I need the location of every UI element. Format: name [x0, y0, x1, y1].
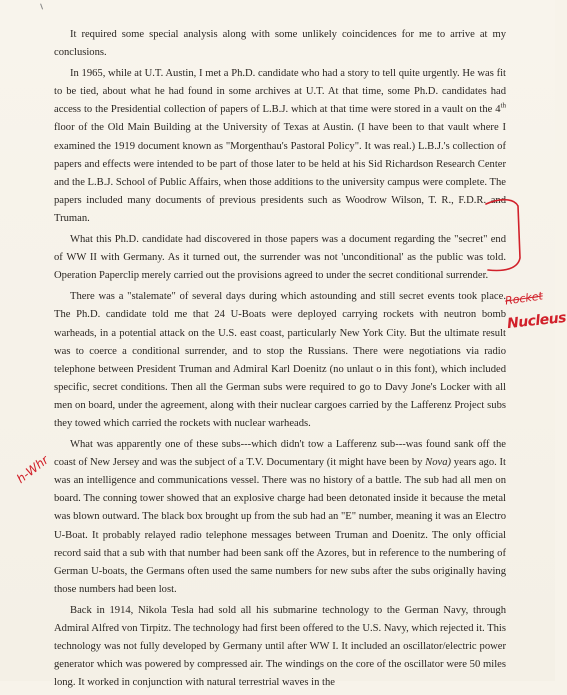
- documentary-title: Nova): [425, 457, 452, 469]
- paragraph-ut-austin-part2: floor of the Old Main Building at the University of Texas at Austin. (I have been to that vault where I examined the 1919 document known as "Morgenthau's Pastoral Policy". It was real.) L.B.J.'s collection of papers and effects were intended to be part of those later to be held at his Sid Richardson Research Center and the L.B.J. School of Public Affairs, when those additions to the university campus were complete. The papers included many documents of previous presidents such as Woodrow Wilson, T. R., F.D.R. and Truman.: [54, 122, 506, 224]
- struck-annotation: Rocket: [504, 289, 544, 308]
- paragraph-ut-austin: [54, 65, 506, 228]
- paragraph-new-jersey-sub-part2: years ago. It was an intelligence and communications vessel. There was no history of a battle. The sub had all men on board. The conning tower showed that an explosive charge had been detonated inside it because the metal was blown outward. The black box brought up from the sub had an "E" number, meaning it was an Electro U-Boat. It probably relayed radio telephone messages between Truman and Doenitz. The only official record said that a sub with that number had been sank off the Azores, but in reference to the numbering of German U-boats, the Germans often used the same numbers for new subs after the subs originally having those numbers had been lost.: [54, 457, 506, 595]
- margin-annotation: h-Whr: [14, 452, 52, 487]
- paragraph-ut-austin-part1: In 1965, while at U.T. Austin, I met a Ph.D. candidate who had a story to tell quite urgently. He was fit to be tied, about what he had found in some archives at U.T. At that time, some Ph.D. candidates had access to the Presidential collection of papers of L.B.J. which at that time were stored in a vault on the 4: [54, 68, 506, 116]
- paragraph-intro: It required some special analysis along with some unlikely coincidences for me to arrive at my conclusions.: [54, 29, 506, 59]
- paragraph-new-jersey-sub-part1: What was apparently one of these subs---which didn't tow a Lafferenz sub---was found sank off the coast of New Jersey and was the subject of a T.V. Documentary (it might have been by: [54, 439, 506, 469]
- inserted-annotation: Nucleus: [506, 309, 567, 333]
- paragraph-new-jersey-sub: [54, 436, 506, 599]
- paragraph-secret-end: What this Ph.D. candidate had discovered in those papers was a document regarding the "secret" end of WW II with Germany. As it turned out, the surrender was not 'unconditional' as the public was told. Operation Paperclip merely carried out the provisions agreed to under the secret conditional surrender.: [54, 234, 506, 282]
- red-bracket-annotation: [484, 196, 524, 276]
- document-body: [54, 26, 506, 695]
- ordinal-suffix: th: [500, 101, 506, 110]
- paragraph-stalemate: There was a "stalemate" of several days during which astounding and still secret events took place. The Ph.D. candidate told me that 24 U-Boats were deployed carrying rockets with neutron bomb warheads, in a potential attack on the U.S. east coast, particularly New York City. But the ultimate result was to coerce a conditional surrender, and to stop the Russians. There were negotiations via radio telephone between President Truman and Admiral Karl Doenitz (no unlaut o in this font), which included specific, secret conditions. Then all the German subs were required to go to Davy Jone's Locker with all men on board, under the agreement, along with their nuclear cargoes carried by the Lafferenz Project subs they towed which carried the rockets with nuclear warheads.: [54, 291, 506, 429]
- paragraph-tesla: Back in 1914, Nikola Tesla had sold all his submarine technology to the German Navy, through Admiral Alfred von Tirpitz. The technology had first been offered to the U.S. Navy, which rejected it. This technology was not fully developed by Germany until after WW I. It included an oscillator/electric power generator which was powered by compressed air. The windings on the core of the oscillator were 50 miles long. It worked in conjunction with natural terrestrial waves in the: [54, 604, 506, 689]
- paper-speck: [40, 2, 46, 9]
